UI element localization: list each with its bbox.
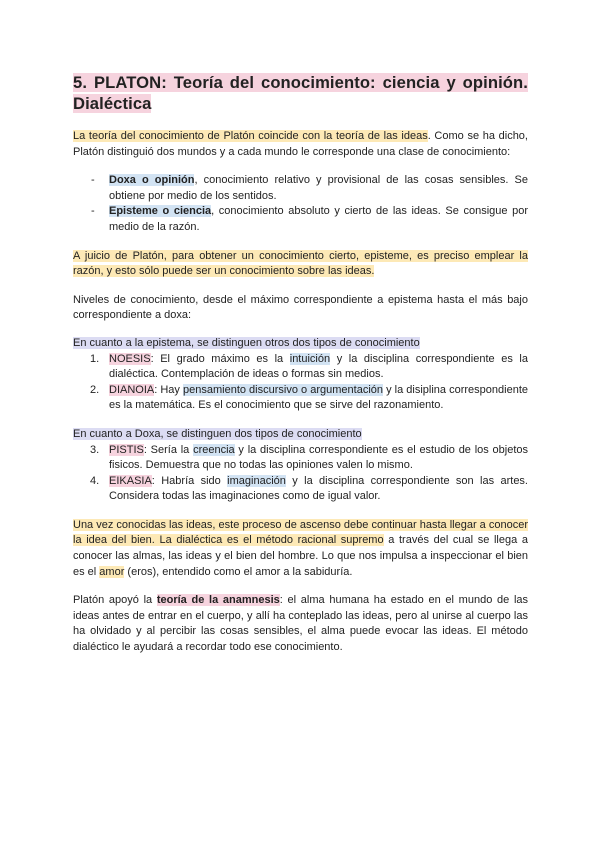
level-name: NOESIS (109, 352, 151, 365)
intro-paragraph (73, 129, 528, 160)
anamnesis-paragraph (73, 593, 528, 655)
list-item-text: y la disiplina correspondiente es la matemática. Es el conocimiento que se sirve del razonamiento. (109, 383, 528, 412)
list-marker: - (91, 205, 95, 218)
doxa-heading-highlight: En cuanto a Doxa, se distinguen dos tipos de conocimiento (73, 427, 362, 440)
term-highlight: Episteme o ciencia (109, 205, 212, 218)
level-name: EIKASIA (109, 474, 152, 487)
list-item-text: , conocimiento absoluto y cierto de las ideas. Se consigue por medio de la razón. (109, 205, 529, 233)
juicio-highlight: A juicio de Platón, para obtener un conocimiento cierto, episteme, es preciso emplear la razón, y esto sólo puede ser un conocimiento sobre las ideas. (73, 249, 528, 278)
term-highlight: creencia (193, 443, 235, 456)
list-item (91, 204, 529, 235)
list-marker: 2. (90, 383, 100, 396)
list-item-text: : Sería la (143, 443, 194, 456)
doxa-heading (73, 427, 528, 443)
paragraph-text: a través del cual se llega a conocer las almas, las ideas y el bien del hombre. Lo que nos impulsa a inspeccionar el bien es el (73, 534, 528, 578)
list-item-text: y la disciplina correspondiente son las artes. Considera todas las imaginaciones como de igual valor. (109, 474, 528, 503)
list-item-text: , conocimiento relativo y provisional de las cosas sensibles. Se obtiene por medio de los sentidos. (109, 174, 528, 202)
niveles-paragraph: Niveles de conocimiento, desde el máximo correspondiente a epistema hasta el más bajo correspondiente a doxa: (73, 293, 528, 322)
list-item-text: y la disciplina correspondiente es la dialéctica. Contemplación de ideas o formas sin medios. (109, 352, 528, 381)
term-highlight: pensamiento discursivo o argumentación (183, 383, 383, 396)
ascenso-highlight: Una vez conocidas las ideas, este proceso de ascenso debe continuar hasta llegar a conocer la idea del bien. La dialéctica es el método racional supremo (73, 518, 528, 547)
juicio-paragraph (73, 249, 528, 280)
level-name: PISTIS (109, 443, 144, 456)
intro-text: . Como se ha dicho, Platón distinguió dos mundos y a cada mundo le corresponde una clase de conocimiento: (73, 130, 528, 158)
list-item-text: : Habría sido (151, 474, 228, 487)
list-item (90, 383, 528, 414)
list-item (91, 173, 528, 204)
list-marker: 3. (90, 443, 100, 456)
list-item-text: : Hay (154, 383, 183, 396)
paragraph-text: : el alma humana ha estado en el mundo de las ideas antes de entrar en el cuerpo, y allí ha conteplado las ideas, pero al unirse al cuerpo las ha olvidado y al percibir las cosas sensibles, el alma puede evocar las ideas. El método dialéctico le ayudará a recordar todo ese conocimiento. (73, 594, 529, 654)
ascenso-paragraph (73, 518, 528, 580)
term-highlight: intuición (289, 352, 331, 365)
anamnesis-term: teoría de la anamnesis (156, 594, 280, 607)
doxa-list (73, 443, 528, 505)
level-name: DIANOIA (109, 383, 155, 396)
list-item (90, 352, 528, 383)
list-marker: 1. (90, 352, 100, 365)
knowledge-kinds-list (73, 173, 528, 235)
list-item (90, 443, 529, 474)
list-marker: 4. (90, 474, 100, 487)
list-marker: - (91, 174, 95, 187)
list-item-text: y la disciplina correspondiente es el estudio de los objetos fisicos. Demuestra que no todas las opiniones valen lo mismo. (109, 443, 529, 472)
paragraph-text: Platón apoyó la (73, 594, 157, 607)
term-highlight: Doxa o opinión (109, 174, 195, 187)
episteme-heading (73, 336, 528, 352)
list-item (90, 474, 528, 505)
amor-highlight: amor (99, 565, 125, 578)
term-highlight: imaginación (227, 474, 286, 487)
paragraph-text: (eros), entendido como el amor a la sabiduría. (124, 565, 353, 578)
list-item-text: : El grado máximo es la (150, 352, 290, 365)
page-title (73, 73, 528, 114)
episteme-list (73, 352, 528, 414)
intro-highlight: La teoría del conocimiento de Platón coincide con la teoría de las ideas (73, 130, 428, 142)
title-highlight: 5. PLATON: Teoría del conocimiento: ciencia y opinión. Dialéctica (73, 73, 528, 113)
episteme-heading-highlight: En cuanto a la epistema, se distinguen otros dos tipos de conocimiento (73, 336, 420, 349)
